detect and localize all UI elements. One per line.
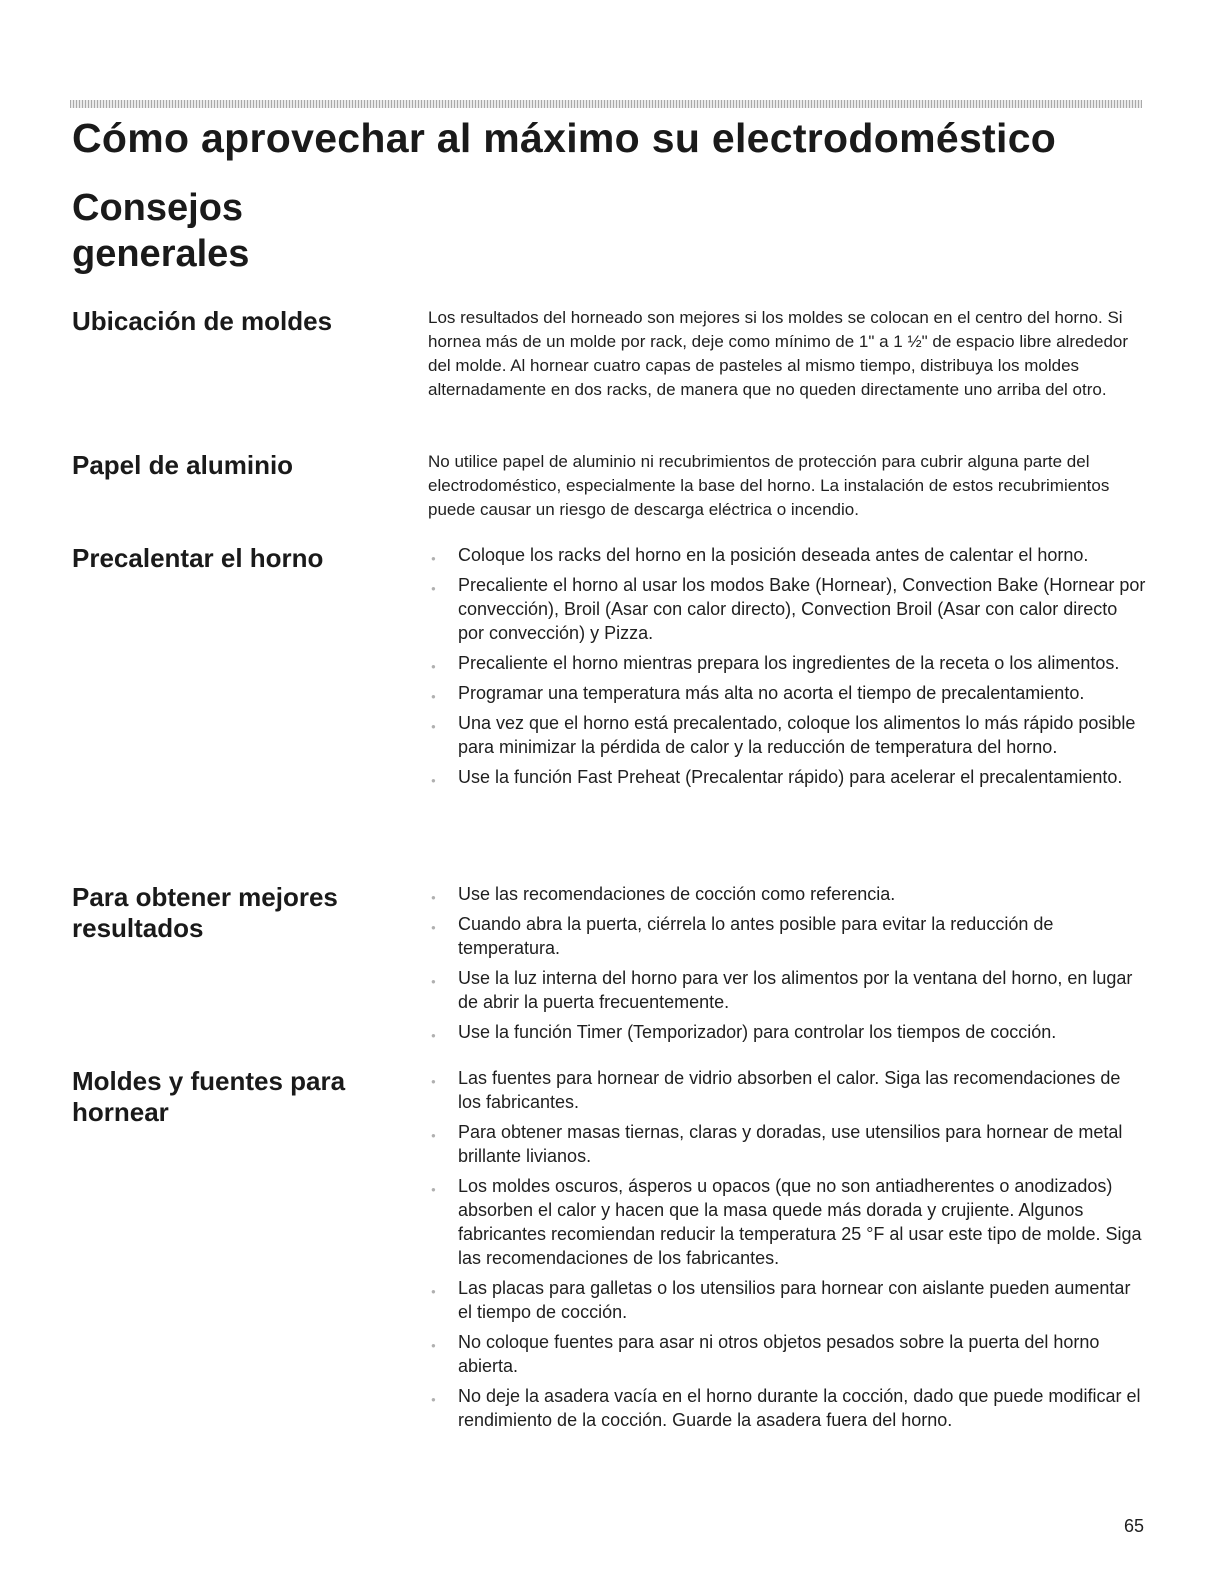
list-item [428, 1276, 1146, 1324]
topic-body [428, 543, 1146, 795]
list-item [428, 681, 1146, 705]
list-item [428, 966, 1146, 1014]
list-item [428, 543, 1146, 567]
bullet-icon: ● [431, 1287, 436, 1296]
bullet-list [428, 543, 1146, 789]
bullet-icon: ● [431, 1131, 436, 1140]
topic-heading: Para obtener mejores resultados [72, 882, 338, 943]
list-item [428, 1384, 1146, 1432]
list-item-text: Programar una temperatura más alta no acorta el tiempo de precalentamiento. [458, 683, 1085, 703]
topic-body [428, 882, 1146, 1050]
list-item-text: Cuando abra la puerta, ciérrela lo antes posible para evitar la reducción de temperatura. [458, 914, 1054, 958]
bullet-icon: ● [431, 1185, 436, 1194]
topic-heading: Moldes y fuentes para hornear [72, 1066, 346, 1127]
list-item [428, 1066, 1146, 1114]
list-item-text: Los moldes oscuros, ásperos u opacos (que no son antiadherentes o anodizados) absorben el calor y hacen que la masa quede más dorada y crujiente. Algunos fabricantes recomiendan reducir la temperatura 25 °F al usar este tipo de molde. Siga las recomendaciones de los fabricantes. [458, 1176, 1142, 1268]
bullet-icon: ● [431, 977, 436, 986]
list-item-text: No coloque fuentes para asar ni otros objetos pesados sobre la puerta del horno abierta. [458, 1332, 1100, 1376]
list-item [428, 765, 1146, 789]
list-item [428, 1120, 1146, 1168]
list-item-text: Precaliente el horno al usar los modos Bake (Hornear), Convection Bake (Hornear por convección), Broil (Asar con calor directo), Convection Broil (Asar con calor directo por convección) y Pizza. [458, 575, 1146, 643]
bullet-icon: ● [431, 1077, 436, 1086]
topic-body [428, 450, 1146, 522]
top-rule [70, 100, 1142, 108]
topic-heading: Ubicación de moldes [72, 306, 333, 336]
list-item-text: Coloque los racks del horno en la posición deseada antes de calentar el horno. [458, 545, 1089, 565]
topic-paragraph: Los resultados del horneado son mejores si los moldes se colocan en el centro del horno. Si hornea más de un molde por rack, deje como mínimo de 1" a 1 ½" de espacio libre alrededor del molde. Al hornear cuatro capas de pasteles al mismo tiempo, distribuya los moldes alternadamente en dos racks, de manera que no queden directamente uno arriba del otro. [428, 308, 1129, 399]
list-item [428, 1330, 1146, 1378]
bullet-icon: ● [431, 1395, 436, 1404]
list-item-text: Use las recomendaciones de cocción como referencia. [458, 884, 896, 904]
page-number: 65 [1123, 1516, 1144, 1536]
list-item-text: Las placas para galletas o los utensilios para hornear con aislante pueden aumentar el tiempo de cocción. [458, 1278, 1131, 1322]
bullet-icon: ● [431, 776, 436, 785]
bullet-icon: ● [431, 1031, 436, 1040]
bullet-icon: ● [431, 722, 436, 731]
list-item [428, 1020, 1146, 1044]
list-item-text: Use la función Timer (Temporizador) para controlar los tiempos de cocción. [458, 1022, 1057, 1042]
list-item-text: Una vez que el horno está precalentado, coloque los alimentos lo más rápido posible para minimizar la pérdida de calor y la reducción de temperatura del horno. [458, 713, 1136, 757]
bullet-list [428, 1066, 1146, 1432]
list-item [428, 573, 1146, 645]
list-item-text: Use la luz interna del horno para ver los alimentos por la ventana del horno, en lugar de abrir la puerta frecuentemente. [458, 968, 1133, 1012]
list-item-text: Las fuentes para hornear de vidrio absorben el calor. Siga las recomendaciones de los fabricantes. [458, 1068, 1121, 1112]
list-item [428, 1174, 1146, 1270]
list-item [428, 711, 1146, 759]
topic-body [428, 306, 1146, 402]
bullet-icon: ● [431, 554, 436, 563]
bullet-icon: ● [431, 662, 436, 671]
bullet-icon: ● [431, 893, 436, 902]
list-item [428, 912, 1146, 960]
list-item-text: Para obtener masas tiernas, claras y doradas, use utensilios para hornear de metal brillante livianos. [458, 1122, 1123, 1166]
bullet-icon: ● [431, 923, 436, 932]
bullet-icon: ● [431, 1341, 436, 1350]
page-title: Cómo aprovechar al máximo su electrodoméstico [72, 115, 1057, 161]
list-item-text: Use la función Fast Preheat (Precalentar rápido) para acelerar el precalentamiento. [458, 767, 1123, 787]
list-item-text: Precaliente el horno mientras prepara los ingredientes de la receta o los alimentos. [458, 653, 1120, 673]
list-item [428, 651, 1146, 675]
topic-heading: Papel de aluminio [72, 450, 294, 480]
bullet-icon: ● [431, 692, 436, 701]
topic-heading: Precalentar el horno [72, 543, 324, 573]
bullet-icon: ● [431, 584, 436, 593]
topic-body [428, 1066, 1146, 1438]
section-title: Consejos generales [72, 187, 250, 275]
list-item-text: No deje la asadera vacía en el horno durante la cocción, dado que puede modificar el rendimiento de la cocción. Guarde la asadera fuera del horno. [458, 1386, 1141, 1430]
topic-paragraph: No utilice papel de aluminio ni recubrimientos de protección para cubrir alguna parte del electrodoméstico, especialmente la base del horno. La instalación de estos recubrimientos puede causar un riesgo de descarga eléctrica o incendio. [428, 452, 1110, 519]
bullet-list [428, 882, 1146, 1044]
list-item [428, 882, 1146, 906]
